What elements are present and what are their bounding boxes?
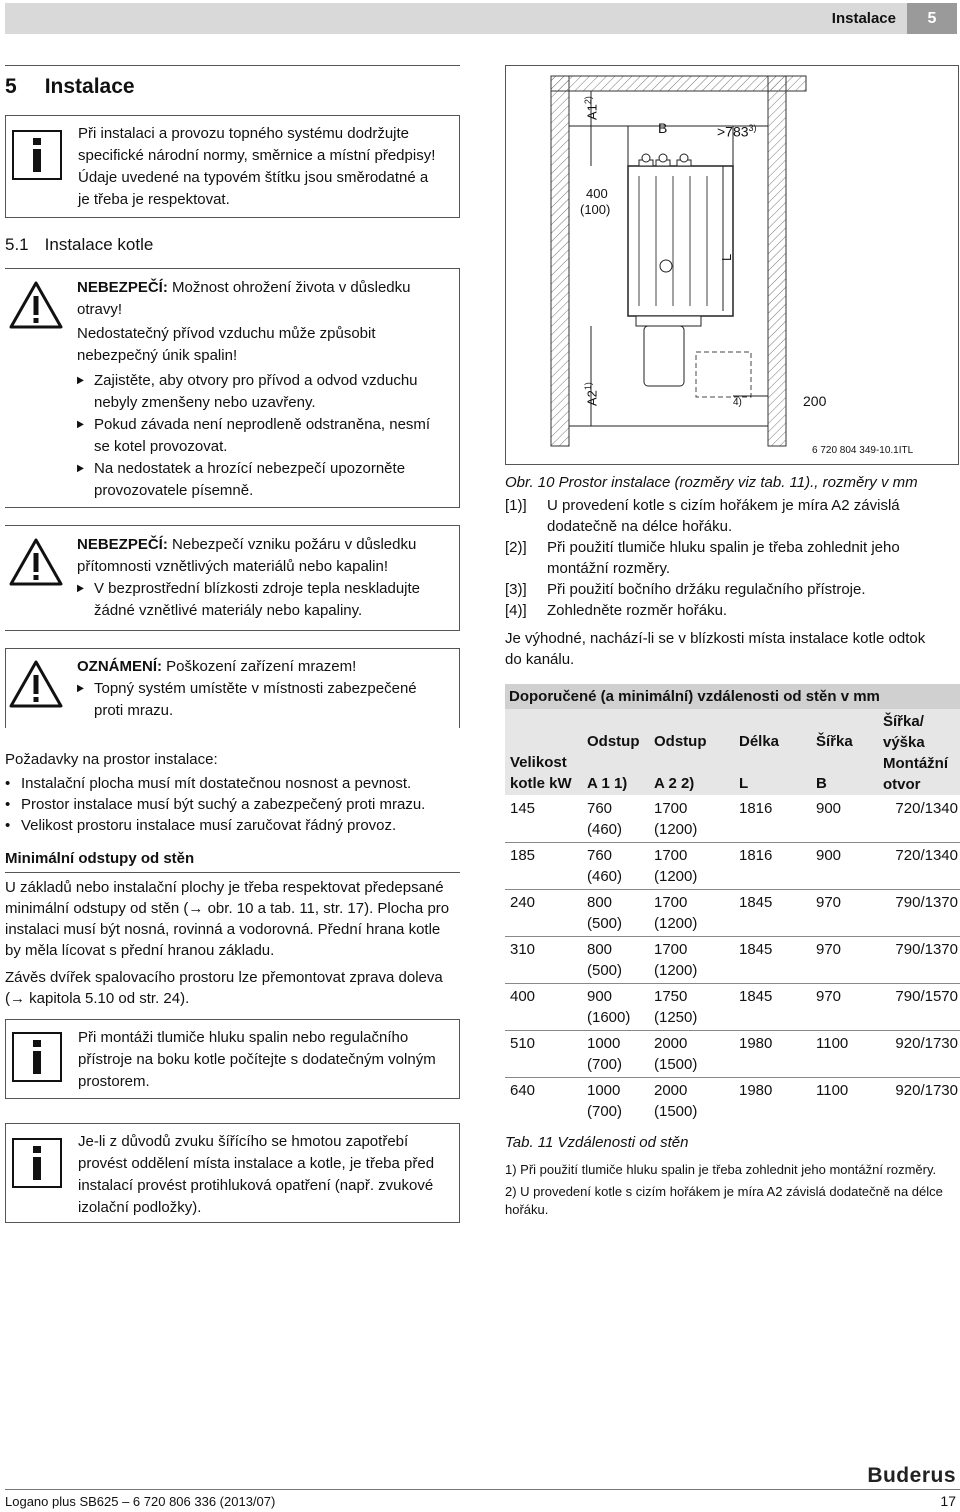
figure-note-text: Zohledněte rozměr hořáku. (547, 602, 728, 619)
cell-value: 1750 (654, 988, 688, 1005)
table-cell (582, 984, 649, 1031)
th-opening-1: Šířka/ (883, 713, 924, 730)
cell-value: 1700 (654, 894, 688, 911)
label-400: 400 (586, 186, 608, 201)
cell-value: 720/1340 (895, 800, 958, 817)
table-cell (505, 984, 582, 1031)
label-a2-sup: 1) (583, 382, 593, 391)
cell-min-value: (1200) (654, 962, 698, 979)
notice-rule-right (459, 648, 460, 728)
figure-note-ref: [3)] (505, 581, 527, 598)
label-a2-text: A2 (584, 390, 600, 406)
header-section-number: 5 (907, 3, 957, 34)
warning-triangle-icon (9, 281, 63, 329)
table-footnotes (505, 1161, 960, 1219)
min-distances-paragraph-1: U základů nebo instalační plochy je třeba respektovat předepsané minimální odstupy od stěn (→ obr. 10 a tab. 11, str. 17). Plocha pro instalaci musí být nosná, rovinná a vodorovná. Přední hrana kotle by měla lícovat s přední hranou základu. (5, 879, 450, 959)
danger-title-text-2: Nebezpečí vzniku požáru v důsledku přítomnosti vznětlivých materiálů nebo kapalin! (77, 536, 417, 575)
label-a2 (578, 382, 602, 406)
subsection-number: 5.1 (5, 235, 29, 254)
cell-min-value: (1500) (654, 1103, 698, 1120)
th-l (734, 709, 811, 796)
cell-min-value: (1200) (654, 915, 698, 932)
label-b: B (658, 120, 668, 136)
table-cell (734, 1031, 811, 1078)
label-200: 200 (803, 393, 827, 409)
min-distances-heading: Minimální odstupy od stěn (5, 850, 195, 867)
table-cell (811, 843, 878, 890)
heading-underline (5, 872, 460, 873)
table-cell (582, 843, 649, 890)
table-cell (649, 1078, 734, 1125)
cell-value: 790/1370 (895, 941, 958, 958)
drain-note: Je výhodné, nachází-li se v blízkosti místa instalace kotle odtok do kanálu. (505, 630, 926, 668)
table-row (505, 1031, 960, 1078)
danger-bullet: ▶ V bezprostřední blízkosti zdroje tepla neskladujte žádné vznětlivé materiály nebo kapaliny. (77, 578, 442, 622)
danger-title-1 (77, 277, 437, 321)
danger-text-1: Nedostatečný přívod vzduchu může způsobit nebezpečný únik spalin! (77, 325, 376, 364)
min-distances-block (5, 848, 460, 1009)
cell-value: 760 (587, 847, 613, 864)
label-gt783-text: >783 (717, 123, 749, 140)
cell-value: 760 (587, 800, 613, 817)
warning-triangle-icon (9, 538, 63, 586)
section-number: 5 (5, 75, 17, 98)
danger-label-2: NEBEZPEČÍ: (77, 536, 168, 553)
table-row (505, 1078, 960, 1125)
table-cell (811, 796, 878, 843)
th-a1 (582, 709, 649, 796)
th-size-2: kotle kW (510, 775, 572, 792)
table-row (505, 796, 960, 843)
th-a1-2: A 1 1) (587, 775, 628, 792)
cell-value: 790/1370 (895, 894, 958, 911)
table-cell (649, 890, 734, 937)
cell-value: 1816 (739, 800, 773, 817)
table-cell (878, 984, 960, 1031)
danger-bullet: ▶ Zajistěte, aby otvory pro přívod a odvod vzduchu nebyly zmenšeny nebo uzavřeny. (77, 370, 437, 414)
cell-min-value: (1200) (654, 868, 698, 885)
cell-value: 1845 (739, 988, 773, 1005)
danger-title-2 (77, 534, 442, 578)
table-cell (505, 796, 582, 843)
table-cell (878, 796, 960, 843)
cell-value: 185 (510, 847, 536, 864)
cell-min-value: (460) (587, 868, 623, 885)
table-row (505, 984, 960, 1031)
subsection-title: Instalace kotle (44, 235, 154, 254)
cell-value: 640 (510, 1082, 536, 1099)
cell-value: 920/1730 (895, 1035, 958, 1052)
table-cell (734, 796, 811, 843)
section-rule (5, 65, 460, 66)
cell-value: 1100 (816, 1082, 849, 1099)
table-cell (734, 937, 811, 984)
danger-bullet: ▶ Na nedostatek a hrozící nebezpečí upozorněte provozovatele písemně. (77, 458, 437, 502)
table-cell (649, 937, 734, 984)
cell-value: 800 (587, 894, 613, 911)
cell-min-value: (500) (587, 962, 623, 979)
danger-content-2 (77, 534, 442, 622)
label-a1 (578, 96, 602, 120)
info-icon (12, 130, 62, 180)
table-cell (878, 1031, 960, 1078)
cell-min-value: (1500) (654, 1056, 698, 1073)
th-l-2: L (739, 775, 749, 792)
cell-value: 1100 (816, 1035, 849, 1052)
label-a1-sup: 2) (583, 96, 593, 105)
label-gt783-sup: 3) (748, 123, 757, 133)
cell-value: 310 (510, 941, 536, 958)
th-l-1: Délka (739, 733, 780, 750)
cell-value: 400 (510, 988, 536, 1005)
table-cell (734, 843, 811, 890)
requirements-block (5, 749, 460, 836)
label-4: 4) (733, 397, 742, 408)
header-bar (5, 3, 907, 34)
figure-note (505, 537, 960, 579)
subsection-heading (5, 234, 153, 255)
caution-triangle-icon (9, 660, 63, 708)
th-b (811, 709, 878, 796)
info-box-3 (5, 1123, 460, 1223)
label-100: (100) (580, 202, 611, 217)
table-header-row (505, 709, 960, 796)
distance-table (505, 684, 960, 1124)
table-row (505, 843, 960, 890)
distance-table-block (505, 684, 960, 1219)
table-caption: Tab. 11 Vzdálenosti od stěn (505, 1134, 689, 1151)
th-opening (878, 709, 960, 796)
section-title: Instalace (44, 75, 135, 98)
cell-value: 240 (510, 894, 536, 911)
cell-value: 970 (816, 941, 842, 958)
table-cell (878, 890, 960, 937)
table-cell (505, 1031, 582, 1078)
table-cell (811, 937, 878, 984)
cell-value: 900 (816, 847, 842, 864)
table-cell (649, 843, 734, 890)
figure-note-text: U provedení kotle s cizím hořákem je míra A2 závislá dodatečně na délce hořáku. (547, 497, 900, 535)
cell-value: 510 (510, 1035, 536, 1052)
cell-value: 1700 (654, 800, 688, 817)
th-a2 (649, 709, 734, 796)
table-cell (505, 937, 582, 984)
cell-value: 1845 (739, 941, 773, 958)
danger-label-1: NEBEZPEČÍ: (77, 279, 168, 296)
table-cell (811, 890, 878, 937)
table-cell (649, 796, 734, 843)
requirement-item: • Instalační plocha musí mít dostatečnou nosnost a pevnost. (5, 773, 460, 794)
cell-min-value: (1200) (654, 821, 698, 838)
figure-note-ref: [4)] (505, 602, 527, 619)
table-footnote: 2) U provedení kotle s cizím hořákem je míra A2 závislá dodatečně na délce hořáku. (505, 1184, 943, 1217)
cell-min-value: (700) (587, 1056, 623, 1073)
notice-title-text: Poškození zařízení mrazem! (166, 658, 357, 675)
table-cell (505, 843, 582, 890)
table-row (505, 937, 960, 984)
requirement-item: • Velikost prostoru instalace musí zaručovat řádný provoz. (5, 815, 460, 836)
table-cell (811, 1078, 878, 1125)
table-footnote: 1) Při použití tlumiče hluku spalin je třeba zohlednit jeho montážní rozměry. (505, 1162, 937, 1177)
figure-note (505, 579, 960, 600)
table-row (505, 890, 960, 937)
danger-title-text-1: Možnost ohrožení života v důsledku otravy! (77, 279, 411, 318)
footer-page-number: 17 (940, 1493, 956, 1509)
label-a1-text: A1 (584, 104, 600, 120)
th-opening-2: výška (883, 734, 925, 751)
cell-value: 1000 (587, 1035, 621, 1052)
notice-content (77, 656, 447, 722)
requirement-item: • Prostor instalace musí být suchý a zabezpečený proti mrazu. (5, 794, 460, 815)
figure-note (505, 600, 960, 621)
th-a1-1: Odstup (587, 733, 640, 750)
danger-box-2 (5, 525, 460, 631)
info-box-1 (5, 115, 460, 218)
info-icon (12, 1138, 62, 1188)
figure-note-ref: [1)] (505, 497, 527, 514)
cell-min-value: (500) (587, 915, 623, 932)
requirements-intro: Požadavky na prostor instalace: (5, 751, 218, 768)
section-heading (5, 76, 135, 97)
table-cell (582, 937, 649, 984)
table-cell (811, 984, 878, 1031)
table-cell (734, 984, 811, 1031)
cell-value: 720/1340 (895, 847, 958, 864)
th-size (505, 709, 582, 796)
brand-logo: Buderus (867, 1464, 956, 1487)
notice-label: OZNÁMENÍ: (77, 658, 162, 675)
danger-bullet: ▶ Pokud závada není neprodleně odstraněna, nesmí se kotel provozovat. (77, 414, 437, 458)
figure-note-ref: [2)] (505, 539, 527, 556)
table-cell (505, 1078, 582, 1125)
min-distances-paragraph-2: Závěs dvířek spalovacího prostoru lze přemontovat zprava doleva (→ kapitola 5.10 od str. 24). (5, 969, 443, 1007)
danger-box-1 (5, 268, 460, 508)
table-cell (582, 1078, 649, 1125)
notice-rule-top (5, 648, 460, 649)
figure-caption: Obr. 10 Prostor instalace (rozměry viz tab. 11)., rozměry v mm (505, 474, 918, 491)
cell-value: 2000 (654, 1082, 688, 1099)
cell-value: 900 (816, 800, 842, 817)
footer-rule (5, 1489, 960, 1490)
th-opening-4: otvor (883, 776, 921, 793)
th-opening-3: Montážní (883, 755, 948, 772)
info-text-3: Je-li z důvodů zvuku šířícího se hmotou zapotřebí provést oddělení místa instalace a kotle, je třeba před instalací provést protihluková opatření (např. zvukové izolační podložky). (78, 1133, 435, 1216)
notice-rule (5, 648, 6, 728)
danger-content-1 (77, 277, 437, 502)
label-gt783 (717, 118, 757, 143)
table-cell (505, 890, 582, 937)
table-cell (734, 890, 811, 937)
cell-value: 970 (816, 894, 842, 911)
cell-min-value: (700) (587, 1103, 623, 1120)
figure-code: 6 720 804 349-10.1ITL (812, 445, 914, 456)
cell-value: 1700 (654, 941, 688, 958)
figure-note (505, 495, 960, 537)
cell-min-value: (1250) (654, 1009, 698, 1026)
cell-value: 1000 (587, 1082, 621, 1099)
cell-value: 2000 (654, 1035, 688, 1052)
cell-value: 1980 (739, 1082, 773, 1099)
label-l: L (719, 253, 734, 261)
th-a2-1: Odstup (654, 733, 707, 750)
cell-value: 1980 (739, 1035, 773, 1052)
table-cell (878, 1078, 960, 1125)
table-cell (582, 890, 649, 937)
cell-value: 970 (816, 988, 842, 1005)
footer-left: Logano plus SB625 – 6 720 806 336 (2013/07) (5, 1494, 276, 1509)
table-cell (811, 1031, 878, 1078)
th-size-1: Velikost (510, 754, 567, 771)
cell-value: 1845 (739, 894, 773, 911)
info-text-1: Při instalaci a provozu topného systému dodržujte specifické národní normy, směrnice a místní předpisy! Údaje uvedené na typovém štítku jsou směrodatné a je třeba je respektovat. (78, 125, 436, 208)
table-cell (649, 984, 734, 1031)
notice-bullet: ▶ Topný systém umístěte v místnosti zabezpečené proti mrazu. (77, 678, 447, 722)
info-text-2: Při montáži tlumiče hluku spalin nebo regulačního přístroje na boku kotle počítejte s dodatečným volným prostorem. (78, 1029, 436, 1090)
cell-value: 800 (587, 941, 613, 958)
table-cell (878, 843, 960, 890)
table-cell (582, 796, 649, 843)
header-title: Instalace (831, 10, 896, 27)
notice-box (5, 648, 460, 728)
figure-notes (505, 495, 960, 621)
table-title: Doporučené (a minimální) vzdálenosti od stěn v mm (509, 688, 880, 705)
info-box-2 (5, 1019, 460, 1099)
cell-value: 1816 (739, 847, 773, 864)
cell-value: 145 (510, 800, 536, 817)
table-cell (582, 1031, 649, 1078)
table-body (505, 796, 960, 1125)
table-cell (878, 937, 960, 984)
figure-note-text: Při použití bočního držáku regulačního přístroje. (547, 581, 866, 598)
cell-value: 1700 (654, 847, 688, 864)
table-cell (649, 1031, 734, 1078)
cell-value: 920/1730 (895, 1082, 958, 1099)
table-cell (734, 1078, 811, 1125)
table-title-row (505, 684, 960, 709)
th-a2-2: A 2 2) (654, 775, 695, 792)
th-b-2: B (816, 775, 827, 792)
cell-min-value: (460) (587, 821, 623, 838)
info-icon (12, 1032, 62, 1082)
cell-min-value: (1600) (587, 1009, 631, 1026)
notice-title (77, 656, 447, 678)
cell-value: 900 (587, 988, 613, 1005)
th-b-1: Šířka (816, 733, 853, 750)
figure-frame (505, 65, 959, 465)
figure-note-text: Při použití tlumiče hluku spalin je třeba zohlednit jeho montážní rozměry. (547, 539, 900, 577)
cell-value: 790/1570 (895, 988, 958, 1005)
